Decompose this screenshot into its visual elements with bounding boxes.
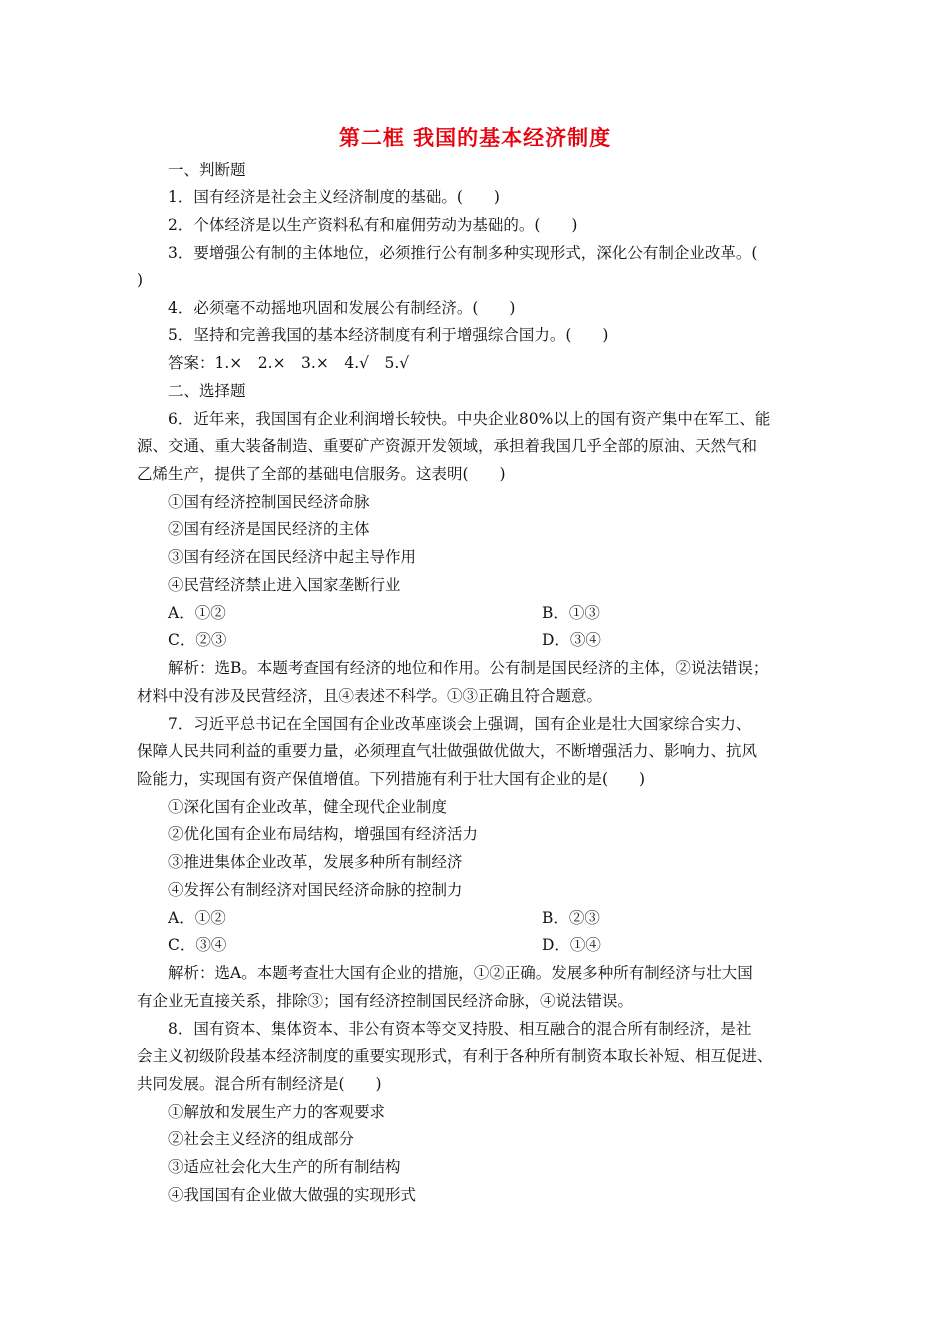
- q6-statement-3: ③国有经济在国民经济中起主导作用: [168, 548, 417, 566]
- question-4: 4．必须毫不动摇地巩固和发展公有制经济。( ): [168, 299, 516, 317]
- q8-statement-1: ①解放和发展生产力的客观要求: [168, 1103, 386, 1121]
- answer-key: 答案：1.× 2.× 3.× 4.√ 5.√: [168, 354, 410, 372]
- question-7-line-3: 险能力，实现国有资产保值增值。下列措施有利于壮大国有企业的是( ): [137, 770, 646, 788]
- question-8-line-2: 会主义初级阶段基本经济制度的重要实现形式，有利于各种所有制资本取长补短、相互促进、: [137, 1047, 773, 1065]
- question-5: 5．坚持和完善我国的基本经济制度有利于增强综合国力。( ): [168, 326, 609, 344]
- section-heading-judgement: 一、判断题: [168, 161, 246, 179]
- q6-statement-2: ②国有经济是国民经济的主体: [168, 520, 370, 538]
- q8-statement-3: ③适应社会化大生产的所有制结构: [168, 1158, 401, 1176]
- question-6-line-1: 6．近年来，我国国有企业利润增长较快。中央企业80%以上的国有资产集中在军工、能: [168, 410, 771, 428]
- question-3-line-2: ): [137, 271, 144, 289]
- q7-explanation-line-1: 解析：选A。本题考查壮大国有企业的措施，①②正确。发展多种所有制经济与壮大国: [168, 964, 753, 982]
- q7-option-c: C．③④: [168, 936, 227, 954]
- q8-statement-4: ④我国国有企业做大做强的实现形式: [168, 1186, 417, 1204]
- q6-option-d: D．③④: [542, 631, 601, 649]
- q7-statement-4: ④发挥公有制经济对国民经济命脉的控制力: [168, 881, 463, 899]
- q6-option-b: B．①③: [542, 604, 600, 622]
- q6-explanation-line-1: 解析：选B。本题考查国有经济的地位和作用。公有制是国民经济的主体，②说法错误；: [168, 659, 769, 677]
- question-7-line-2: 保障人民共同利益的重要力量，必须理直气壮做强做优做大，不断增强活力、影响力、抗风: [137, 742, 758, 760]
- q7-option-d: D．①④: [542, 936, 601, 954]
- question-3-line-1: 3．要增强公有制的主体地位，必须推行公有制多种实现形式，深化公有制企业改革。(: [168, 244, 758, 262]
- question-2: 2．个体经济是以生产资料私有和雇佣劳动为基础的。( ): [168, 216, 578, 234]
- q7-statement-2: ②优化国有企业布局结构，增强国有经济活力: [168, 825, 479, 843]
- question-7-line-1: 7．习近平总书记在全国国有企业改革座谈会上强调，国有企业是壮大国家综合实力、: [168, 715, 752, 733]
- q6-option-c: C．②③: [168, 631, 227, 649]
- q8-statement-2: ②社会主义经济的组成部分: [168, 1130, 355, 1148]
- q7-option-a: A．①②: [168, 909, 226, 927]
- q7-statement-1: ①深化国有企业改革，健全现代企业制度: [168, 798, 448, 816]
- question-6-line-3: 乙烯生产，提供了全部的基础电信服务。这表明( ): [137, 465, 506, 483]
- page-title: 第二框 我国的基本经济制度: [338, 126, 612, 150]
- q7-option-b: B．②③: [542, 909, 600, 927]
- q6-explanation-line-2: 材料中没有涉及民营经济，且④表述不科学。①③正确且符合题意。: [137, 687, 603, 705]
- q7-explanation-line-2: 有企业无直接关系，排除③；国有经济控制国民经济命脉，④说法错误。: [137, 992, 634, 1010]
- q6-statement-4: ④民营经济禁止进入国家垄断行业: [168, 576, 401, 594]
- question-8-line-1: 8．国有资本、集体资本、非公有资本等交叉持股、相互融合的混合所有制经济，是社: [168, 1020, 752, 1038]
- question-1: 1．国有经济是社会主义经济制度的基础。( ): [168, 188, 500, 206]
- q6-statement-1: ①国有经济控制国民经济命脉: [168, 493, 370, 511]
- question-8-line-3: 共同发展。混合所有制经济是( ): [137, 1075, 382, 1093]
- question-6-line-2: 源、交通、重大装备制造、重要矿产资源开发领域，承担着我国几乎全部的原油、天然气和: [137, 437, 758, 455]
- q7-statement-3: ③推进集体企业改革，发展多种所有制经济: [168, 853, 463, 871]
- q6-option-a: A．①②: [168, 604, 226, 622]
- section-heading-choice: 二、选择题: [168, 382, 246, 400]
